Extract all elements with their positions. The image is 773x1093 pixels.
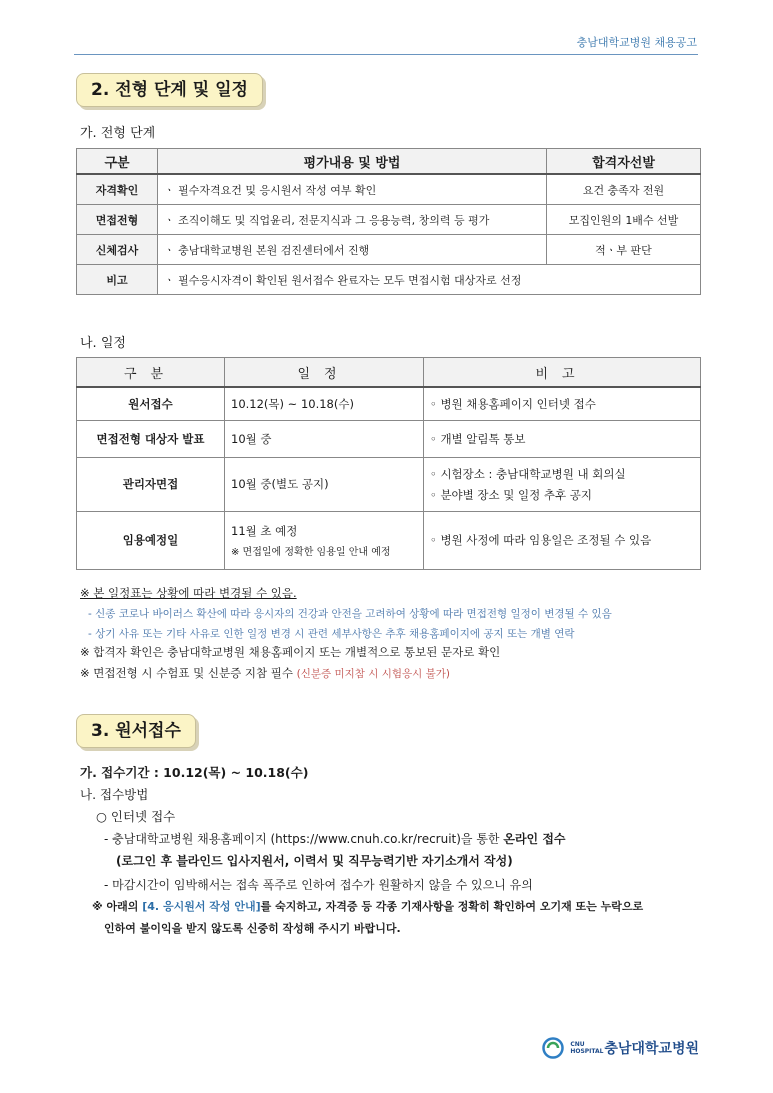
row-label: 면접전형 [77,205,158,235]
table-header: 합격자선발 [547,149,701,175]
row-label: 임용예정일 [77,511,225,569]
row-content: ㆍ 필수응시자격이 확인된 원서접수 완료자는 모두 면접시험 대상자로 선정 [158,265,701,295]
application-line: - 마감시간이 임박해서는 접속 폭주로 인하여 접수가 원활하지 않을 수 있으니 유의 [104,878,533,892]
application-line-text: - 충남대학교병원 채용홈페이지 (https://www.cnuh.co.kr/recruit)을 통한 [104,832,500,846]
row-content: ㆍ 충남대학교병원 본원 검진센터에서 진행 [158,235,547,265]
header-divider [74,54,698,55]
document-header: 충남대학교병원 채용공고 [576,36,697,49]
table-header: 평가내용 및 방법 [158,149,547,175]
row-schedule: 11월 초 예정 [231,523,298,538]
internet-application: ○ 인터넷 접수 [96,809,176,824]
subsection-a-title: 가. 전형 단계 [80,126,156,141]
row-label: 비고 [77,265,158,295]
row-note: ◦ 개별 알림톡 통보 [424,420,701,457]
table-row [77,420,701,457]
row-result: 요건 충족자 전원 [547,174,701,205]
table-row [77,457,701,511]
table-row [77,235,701,265]
table-row [77,205,701,235]
schedule-note [80,585,297,601]
table-row [77,174,701,205]
application-period: 가. 접수기간 : 10.12(목) ~ 10.18(수) [80,765,309,780]
row-schedule: 10.12(목) ~ 10.18(수) [225,387,424,420]
row-content: ㆍ 필수자격요건 및 응시원서 작성 여부 확인 [158,174,547,205]
row-result: 모집인원의 1배수 선발 [547,205,701,235]
table-header: 구분 [77,149,158,175]
application-line [104,830,566,847]
schedule-subnote: - 신종 코로나 바이러스 확산에 따라 응시자의 건강과 안전을 고려하여 상황에 따라 면접전형 일정이 변경될 수 있음 [88,608,612,620]
table-header: 구분 [77,358,225,388]
row-content: ㆍ 조직이해도 및 직업윤리, 전문지식과 그 응용능력, 창의력 등 평가 [158,205,547,235]
online-application: 온라인 접수 [503,832,566,846]
row-notes [424,457,701,511]
row-label: 자격확인 [77,174,158,205]
warning-link: [4. 응시원서 작성 안내] [142,900,261,913]
row-schedule-note: ※ 면접일에 정확한 임용일 안내 예정 [231,546,391,558]
hospital-logo [542,1037,699,1059]
result-note: ※ 합격자 확인은 충남대학교병원 채용홈페이지 또는 개별적으로 통보된 문자로 확인 [80,645,501,659]
id-note [80,665,450,681]
schedule-note-text: ※ 본 일정표는 상황에 따라 변경될 수 있음. [80,586,297,600]
warning-text: ※ 아래의 [92,900,139,913]
subsection-b-title: 나. 일정 [80,336,126,351]
warning-note [92,898,643,914]
row-label: 관리자면접 [77,457,225,511]
table-header: 비고 [424,358,701,388]
schedule-table [76,357,701,570]
warning-note-cont: 인하여 불이익을 받지 않도록 신중히 작성해 주시기 바랍니다. [104,922,401,935]
section-2-title: 2. 전형 단계 및 일정 [76,73,263,107]
row-schedule: 10월 중 [225,420,424,457]
application-method-title: 나. 접수방법 [80,787,149,802]
logo-mark-text: CNU HOSPITAL [570,1041,604,1055]
id-note-warning: (신분증 미지참 시 시험응시 불가) [296,668,451,680]
row-result: 적ㆍ부 판단 [547,235,701,265]
section-3-title: 3. 원서접수 [76,714,196,748]
logo-text: 충남대학교병원 [604,1041,699,1057]
row-label: 신체검사 [77,235,158,265]
row-schedule-cell [225,511,424,569]
warning-text: 를 숙지하고, 자격증 등 각종 기재사항을 정확히 확인하여 오기재 또는 누락으로 [260,900,644,913]
row-note: ◦ 병원 채용홈페이지 인터넷 접수 [424,387,701,420]
table-header: 일정 [225,358,424,388]
table-row [77,511,701,569]
application-line: (로그인 후 블라인드 입사지원서, 이력서 및 직무능력기반 자기소개서 작성) [116,854,513,868]
row-note: ◦ 병원 사정에 따라 임용일은 조정될 수 있음 [424,511,701,569]
schedule-subnote: - 상기 사유 또는 기타 사유로 인한 일정 변경 시 관련 세부사항은 추후 채용홈페이지에 공지 또는 개별 연락 [88,628,575,640]
id-note-text: ※ 면접전형 시 수험표 및 신분증 지참 필수 [80,666,293,680]
row-label: 원서접수 [77,387,225,420]
hospital-emblem-icon [542,1037,566,1059]
row-schedule: 10월 중(별도 공지) [225,457,424,511]
row-note: ◦ 분야별 장소 및 일정 추후 공지 [430,487,593,502]
table-row [77,265,701,295]
row-note: ◦ 시험장소 : 충남대학교병원 내 회의실 [430,466,626,481]
row-label: 면접전형 대상자 발표 [77,420,225,457]
table-row [77,387,701,420]
selection-stages-table [76,148,701,295]
